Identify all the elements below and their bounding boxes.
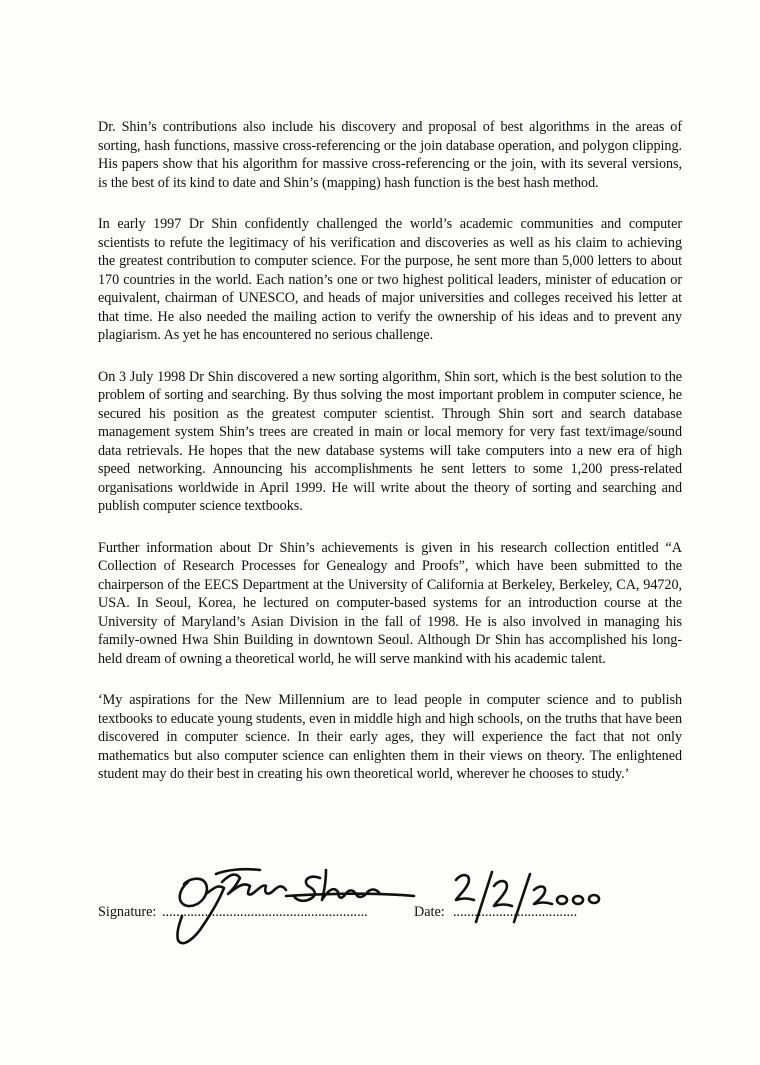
letter-body: [98, 118, 682, 807]
paragraph-further-information: Further information about Dr Shin’s achievements is given in his research collection entitled “A Collection of Research Processes for Genealogy and Proofs”, which have been submitted to the chairperson of the EECS Department at the University of California at Berkeley, Berkeley, CA, 94720, USA. In Seoul, Korea, he lectured on computer-based systems for an introduction course at the University of Maryland’s Asian Division in the fall of 1998. He is also involved in managing his family-owned Hwa Shin Building in downtown Seoul. Although Dr Shin has accomplished his long-held dream of owning a theoretical world, he will serve mankind with his academic talent.: [98, 539, 682, 667]
handwritten-signature: [170, 860, 420, 955]
signature-label: Signature:: [98, 904, 157, 920]
paragraph-aspirations-quote: ‘My aspirations for the New Millennium are to lead people in computer science and to publish textbooks to educate young students, even in middle high and high schools, on the truths that have been discovered in computer science. In their early ages, they will experience the fact that not only mathematics but also computer science can enlighten them in their views on theory. The enlightened student may do their best in creating his own theoretical world, wherever he chooses to study.’: [98, 692, 682, 782]
paragraph-contributions: Dr. Shin’s contributions also include his discovery and proposal of best algorithms in the areas of sorting, hash functions, massive cross-referencing or the join database operation, and polygon clipping. His papers show that his algorithm for massive cross-referencing or the join, with its several versions, is the best of its kind to date and Shin’s (mapping) hash function is the best hash method.: [98, 119, 682, 191]
date-dotted-line: ...................................: [453, 904, 578, 920]
signature-dotted-line: ..........................................................: [162, 904, 368, 920]
paragraph-challenge: In early 1997 Dr Shin confidently challenged the world’s academic communities and computer scientists to refute the legitimacy of his verification and discoveries as well as his claim to achieving the greatest contribution to computer science. For the purpose, he sent more than 5,000 letters to about 170 countries in the world. Each nation’s one or two highest political leaders, minister of education or equivalent, chairman of UNESCO, and heads of major universities and colleges received his letter at that time. He also needed the mailing action to verify the ownership of his ideas and to prevent any plagiarism. As yet he has encountered no serious challenge.: [98, 216, 682, 343]
date-label: Date:: [414, 904, 445, 920]
paragraph-shin-sort: On 3 July 1998 Dr Shin discovered a new sorting algorithm, Shin sort, which is the best solution to the problem of sorting and searching. By thus solving the most important problem in computer science, he secured his position as the greatest computer scientist. Through Shin sort and search database management system Shin’s trees are created in main or local memory for very fast text/image/sound data retrievals. He hopes that the new database systems will take computers into a new era of high speed networking. Announcing his accomplishments he sent letters to some 1,200 press-related organisations worldwide in April 1999. He will write about the theory of sorting and searching and publish computer science textbooks.: [98, 368, 682, 514]
handwritten-date: [448, 866, 608, 936]
